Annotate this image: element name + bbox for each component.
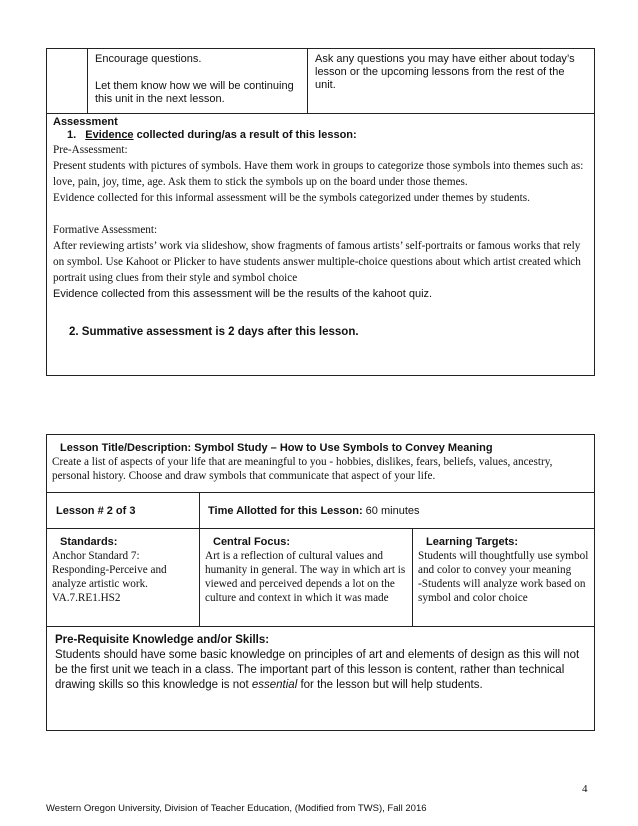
learning-targets-cell — [413, 529, 595, 627]
empty-cell — [47, 49, 88, 114]
central-focus-text: Art is a reflection of cultural values and humanity in general. The way in which art is viewed and perceived depends a lot on the culture and context in which it was made — [205, 550, 406, 604]
prerequisite-label: Pre-Requisite Knowledge and/or Skills: — [55, 634, 270, 646]
lesson-title-cell — [47, 435, 595, 493]
formative-evidence: Evidence collected from this assessment will be the results of the kahoot quiz. — [53, 288, 433, 300]
closure-line-1: Encourage questions. — [95, 53, 202, 65]
page-number: 4 — [582, 783, 588, 795]
prerequisite-cell — [47, 627, 595, 731]
formative-text: After reviewing artists’ work via slideshow, show fragments of famous artists’ self-portraits or famous works that rely on symbol. Use Kahoot or Plicker to have students answer multiple-choice questions about which artist created which portrait using clues from their style and symbol choice — [53, 240, 581, 284]
time-allotted-cell — [200, 493, 595, 529]
pre-assessment-evidence: Evidence collected for this informal assessment will be the symbols categorized under themes by students. — [53, 192, 530, 204]
central-focus-label: Central Focus: — [213, 536, 291, 548]
learning-target-1: Students will thoughtfully use symbol and color to convey your meaning — [418, 550, 589, 576]
lesson-title-label: Lesson Title/Description: — [60, 442, 192, 454]
closure-student-text: Ask any questions you may have either about today’s lesson or the upcoming lessons from the rest of the unit. — [315, 53, 575, 91]
formative-label: Formative Assessment: — [53, 224, 158, 236]
standards-text: Anchor Standard 7: Responding-Perceive and analyze artistic work. VA.7.RE1.HS2 — [52, 550, 167, 604]
standards-label: Standards: — [60, 536, 118, 548]
central-focus-cell — [200, 529, 413, 627]
learning-targets-label: Learning Targets: — [426, 536, 519, 548]
page-footer: Western Oregon University, Division of Teacher Education, (Modified from TWS), Fall 2016 — [46, 803, 427, 814]
standards-cell — [47, 529, 200, 627]
pre-assessment-text: Present students with pictures of symbols. Have them work in groups to categorize those symbols into themes such as: love, pain, joy, time, age. Ask them to stick the symbols up on the board under those themes. — [53, 160, 584, 188]
lesson-number-cell — [47, 493, 200, 529]
time-allotted-value: 60 minutes — [362, 504, 420, 517]
evidence-item: 1. Evidence collected during/as a result of this lesson: — [67, 129, 357, 141]
evidence-underlined: Evidence — [85, 129, 134, 141]
lesson-title-value: Symbol Study – How to Use Symbols to Convey Meaning — [191, 442, 493, 454]
closure-table — [46, 48, 595, 114]
prerequisite-text: Students should have some basic knowledge on principles of art and elements of design as this will not be the first unit we teach in a class. The important part of this lesson is content, rather than technical drawing skills so this knowledge is not essential for the lesson but will help students. — [55, 649, 580, 691]
learning-target-2: -Students will analyze work based on symbol and color choice — [418, 578, 586, 604]
assessment-heading: Assessment — [53, 116, 118, 128]
prerequisite-emphasis: essential — [251, 679, 298, 691]
lesson-table — [46, 434, 595, 731]
closure-student-cell — [308, 49, 595, 114]
lesson-number: Lesson # 2 of 3 — [56, 504, 136, 517]
assessment-section — [46, 113, 595, 376]
closure-activity-cell — [88, 49, 308, 114]
pre-assessment-label: Pre-Assessment: — [53, 144, 128, 156]
closure-line-2: Let them know how we will be continuing this unit in the next lesson. — [95, 80, 294, 105]
time-allotted-label: Time Allotted for this Lesson: — [208, 504, 363, 517]
lesson-description: Create a list of aspects of your life that are meaningful to you - hobbies, dislikes, fears, beliefs, values, ancestry, personal history. Choose and draw symbols that communicate that aspect of your life. — [52, 456, 553, 482]
summative-item: 2. Summative assessment is 2 days after this lesson. — [69, 326, 359, 338]
